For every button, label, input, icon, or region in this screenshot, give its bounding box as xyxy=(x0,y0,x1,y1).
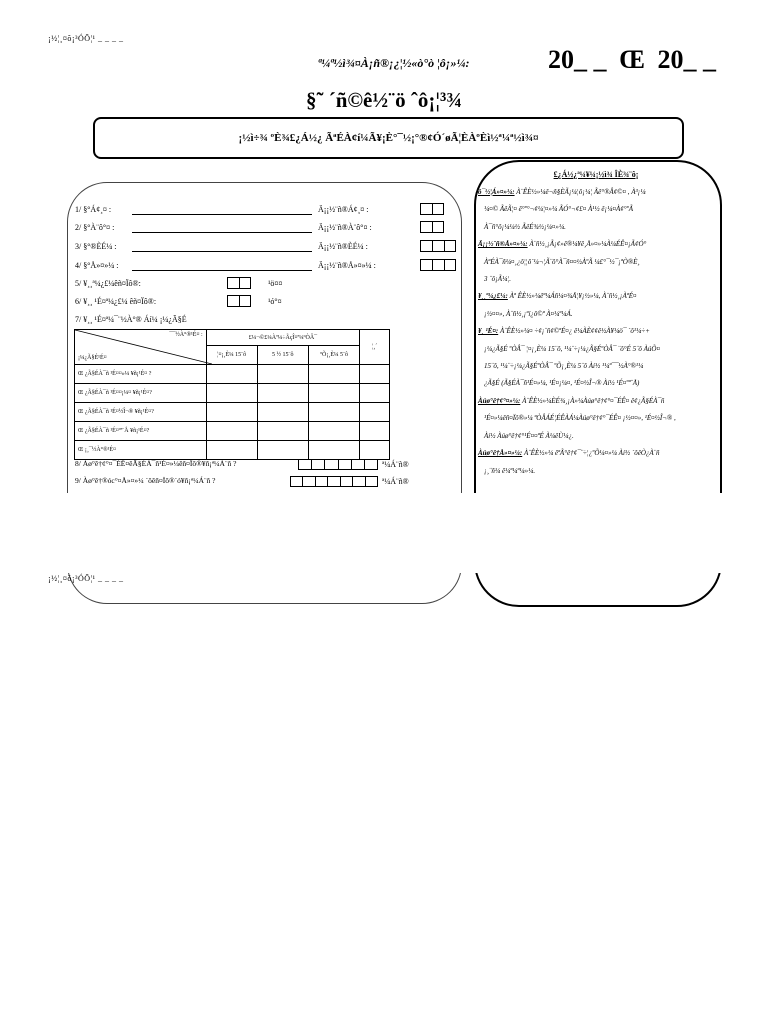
table-col-header: ºÕ¡¸È¼ 5¨ô xyxy=(308,346,359,365)
code-box-3[interactable] xyxy=(420,240,456,252)
table-cell[interactable] xyxy=(206,403,257,422)
digit-box-divider xyxy=(302,476,303,487)
count-box-divider xyxy=(239,295,240,307)
field-label-9: 9/ Àø°ê†®óc°¤Å»¤»¼ ´ôêñ¤Ïô®´ó¥ñ¡ª¼Á¨ñ ? xyxy=(75,476,216,485)
table-cell[interactable] xyxy=(360,422,390,441)
note-line: 3 ¨ô¡Ã¼¦. xyxy=(484,275,512,284)
digit-box-divider xyxy=(324,459,325,470)
note-term: ¥¸¸ª¼¿£¼: xyxy=(478,292,508,301)
year-end: 20_ _ xyxy=(657,45,716,74)
digit-box-divider xyxy=(338,459,339,470)
table-cell[interactable] xyxy=(360,384,390,403)
unit-label-6: ¹ó°¤ xyxy=(268,297,282,306)
year-range xyxy=(548,45,716,75)
table-cell[interactable] xyxy=(206,422,257,441)
table-row xyxy=(75,384,390,403)
notes-heading: £¿Á½¿ª¼¥¼¡½ì¾ ÎÈ¾¨ô¡ xyxy=(553,170,639,179)
field-label-3: 3/ §°®ÈÉ¼ : xyxy=(75,242,117,251)
field-label-5: 5/ ¥¸¸ª¼¿£¼êñ¤Ïô®: xyxy=(75,279,141,288)
unit-label-5: ¹ö¤¤ xyxy=(268,279,283,288)
field-line-1[interactable] xyxy=(132,214,312,215)
table-cell[interactable] xyxy=(308,365,359,384)
note-line: ¹É¤»¼êñ¤Ïô®»¼ ªÒÂÁÉ¦ÉÊÀÁ¼Àúø°ê†¢°¯ÉÊ¤ ¡½¤¤», ¹É¤½Î¬® , xyxy=(484,414,676,423)
note-line: Àí½ Àúø°ê†¢°¹É¤¤ªÉ À¼êÙ¼¿. xyxy=(484,431,574,440)
code-box-divider xyxy=(432,259,433,271)
code-box-divider xyxy=(432,240,433,252)
digit-box-divider xyxy=(352,476,353,487)
table-row xyxy=(75,441,390,460)
table-row-label: Œ ¿Ã§ÉÀ¯ñ ¹É¤¤¡¼¤ ¥ñ¡¹É¤? xyxy=(75,384,207,403)
note-line: À¯ñ°ô¡¼¼½ ÃêÉ¾½¡¼¤»¼. xyxy=(484,222,566,231)
digit-box-divider xyxy=(340,476,341,487)
note-term: ¥¸ ¹É¤: xyxy=(478,327,499,336)
note-line: ÀªÉÀ¯ñ¼¤¸¿ô¦¦ô´¼¬¦Ã¨ô°À¯ñ¤¤½ÀºÃ ¼£°¯½¯¡ªÒ®È¸ xyxy=(484,257,640,266)
table-cell[interactable] xyxy=(257,441,308,460)
table-row-label: Œ ¿Ã§ÉÀ¯ñ ¹É¤¤»¼ ¥ñ¡¹É¤ ? xyxy=(75,365,207,384)
field-line-2[interactable] xyxy=(132,232,312,233)
table-cell[interactable] xyxy=(360,403,390,422)
field-line-3[interactable] xyxy=(132,251,312,252)
note-line: ô¯½¦Á»¤»¼: À¨ÊÈ½»¼ê¬ñ§ÈÃ¡¼¦ô¡¼¦ Ãê°®Â¢©¤ , À³¡¼ xyxy=(478,188,646,196)
table-row xyxy=(75,403,390,422)
table-row xyxy=(75,365,390,384)
table-col-header: ¦¤¡¸È¼ 15¨ô xyxy=(206,346,257,365)
table-cell[interactable] xyxy=(360,441,390,460)
notes-gap xyxy=(470,493,722,573)
code-label-3: Ä¡¡½¨ñ®ÈÉ¼ : xyxy=(318,242,368,251)
note-line: ¡¸¨ñ¼ ê¼ª¼ª¼»¼. xyxy=(484,466,536,475)
table-col-header: 5 ½ 15¨ô xyxy=(257,346,308,365)
note-line: ¿Ã§É (Ã§ÉÀ¯ñ¹É¤»¼, ¹É¤¡¼¤, ¹É¤½Î¬® Àí½ ¹É¤ºª¨Å) xyxy=(484,379,640,388)
note-term: Ä¡¡½¨ñ®Å»¤»¼: xyxy=(478,240,528,249)
table-corner-top: ¯¯½À°®¹É¤ : xyxy=(169,332,203,338)
field-label-2: 2/ §°À¨ô°¤ : xyxy=(75,223,115,232)
banner-text: ¡½ì÷¾ ºÈ¾£¿Á½¿ ÃªÉÀ¢í¼Ã¥¡È°¯½¡°®¢Ó´øÃ¦ÈÀºÈì½ª¼ª½ì¾¤ xyxy=(238,132,539,144)
note-term: Àúø°ê†Å»¤»¼: xyxy=(478,449,523,458)
table-cell[interactable] xyxy=(257,365,308,384)
notes-body xyxy=(476,184,714,480)
table-cell[interactable] xyxy=(257,403,308,422)
field-label-1: 1/ §°Á¢¸¤ : xyxy=(75,205,112,214)
table-cell[interactable] xyxy=(206,441,257,460)
table-cell[interactable] xyxy=(206,365,257,384)
code-label-1: Ä¡¡½¨ñ®Á¢¸¤ : xyxy=(318,205,369,214)
table-row xyxy=(75,422,390,441)
year-start: 20_ _ xyxy=(548,45,607,74)
field-label-4: 4/ §°Å»¤»¼ : xyxy=(75,261,119,270)
form-code-top: ¡½¦¸¤õ¡³ÓÕ¦¹ _ _ _ _ xyxy=(48,34,124,43)
note-term: ô¯½¦Á»¤»¼: xyxy=(478,188,515,196)
field-label-8: 8/ Àø°ê†¢°¤¯ÉÊ¤êÃ§ÉÀ¯ñ¹É¤»¼êñ¤Ïô®¥ñ¡ª¼Á¨ñ ? xyxy=(75,459,237,468)
table-cell[interactable] xyxy=(308,422,359,441)
field-line-4[interactable] xyxy=(132,270,312,271)
note-line: Àúø°ê†¢°¤»¼: À¨ÊÈ½»¼ÈÉ¾¸¡À»¼Àúø°ê†¢°¤¯ÉÊ¤ ê¢¿Ã§ÉÀ¯ñ xyxy=(478,396,665,405)
note-line: ¡¼¿Ã§É ºÒÂ¯ ¦¤¡¸È¼ 15¨ô, ¹¼¨÷¡¼¿Ã§ÉºÒÂ¯ ¨ô°É 5¨ô ÀúÕ¤ xyxy=(484,344,660,353)
section-banner xyxy=(93,117,684,159)
note-line: ¥¸ ¹É¤: À¨ÊÈ½»¼¤ ÷¢¡¨ñ¢©ªÉ¤¿ ê¼ÀÈ¢¢ê½À¥¼ö¯ ´ô¹¼÷+ xyxy=(478,327,650,336)
table-cell[interactable] xyxy=(308,403,359,422)
note-line: ¡½¤¤», À¨ñ½¸¡ªí¿ô©ª À¤¼ª¼Á. xyxy=(484,309,573,318)
page-title: §˜ ´ñ©ê½¨ö ˆô¡¦³¾ xyxy=(305,88,463,112)
code-box-divider xyxy=(444,240,445,252)
header-caption: ª¼ª½ì¾¤À¡ñ®¡¿¦½«ò°ò ¦ô¡»¼: xyxy=(318,56,470,70)
field-label-6: 6/ ¥¸¸ ¹É¤ª¼¿£¼ êñ¤Ïô®: xyxy=(75,297,157,306)
table-cell[interactable] xyxy=(206,384,257,403)
note-line: Àúø°ê†Å»¤»¼: À¨ÊÈ½»¼ êªÃ°ê†¢¯¨÷¦¿ºÕ¼¤»¼ Àí½ ´ôêÒ¿À¨ñ xyxy=(478,449,660,458)
table-corner-cell xyxy=(75,330,207,365)
table-group-header: £¼¬©£¼Àª¼÷ÃçÎ¤ª¼ºÒÂ¯ xyxy=(206,330,360,346)
table-cell[interactable] xyxy=(360,365,390,384)
count-box-divider xyxy=(239,277,240,289)
table-total-header: ¦¸´ xyxy=(360,330,390,365)
unit-label-9: ª¼Á¨ñ® xyxy=(382,477,409,486)
code-label-4: Ä¡¡½¨ñ®Å»¤»¼ : xyxy=(318,261,376,270)
year-separator: Œ xyxy=(619,45,645,74)
note-term: Àúø°ê†¢°¤»¼: xyxy=(478,396,521,405)
unit-label-8: ª¼Á¨ñ® xyxy=(382,460,409,469)
table-row-label: Œ ¿Ã§ÉÀ¯ñ ¹É¤½Î¬® ¥ñ¡¹É¤? xyxy=(75,403,207,422)
digit-box-divider xyxy=(311,459,312,470)
form-code-bottom: ¡½¦¸¤õ¡³ÓÕ¦¹ _ _ _ _ xyxy=(48,574,124,583)
digit-box-divider xyxy=(364,459,365,470)
digit-box-divider xyxy=(315,476,316,487)
field-label-7: 7/ ¥¸¸ ¹É¤ª¼¯¨½À°® Áí¼ ¡¼¿Ã§É xyxy=(75,315,187,324)
table-row-label: Œ ¿Ã§ÉÀ¯ñ ¹É¤ºª¨Å ¥ñ¡¹É¤? xyxy=(75,422,207,441)
code-label-2: Ä¡¡½¨ñ®À¨ô°¤ : xyxy=(318,223,372,232)
code-box-divider xyxy=(444,259,445,271)
note-line: ¼¤© ÃêÃ¦¤ ê°º°¬¢¼¦¤»¼ ÃÓ°¬¢£¤ À¹½ ê¡¼¤À¢°ºÃ xyxy=(484,205,634,214)
code-box-divider xyxy=(432,221,433,233)
digit-box-divider xyxy=(365,476,366,487)
note-line: Ä¡¡½¨ñ®Å»¤»¼: À¨ñ½¸¡Ã¡¢»ê®¼¥ê¸Å»¤»¼À¼ÉÊ¤¡Ã¢Ó° xyxy=(478,240,647,249)
table-cell[interactable] xyxy=(257,384,308,403)
note-line: ¥¸¸ª¼¿£¼: Àª ÊÈ½»¼êª¼Áñ¼¤¾Ä¦¥¡½»¼, À¨ñ½¸¡ÀªÉ¤ xyxy=(478,292,637,301)
note-line: 15¨ô, ¹¼¨÷¡¼¿Ã§ÉºÒÂ¯ ºÕ¡¸È¼ 5¨ô Àí½ ¹¼ª¯¯½À°®¹¼ xyxy=(484,362,644,371)
code-box-4[interactable] xyxy=(420,259,456,271)
table-cell[interactable] xyxy=(257,422,308,441)
table-corner-bottom: ¡¼¿Ã§É¹É¤ xyxy=(78,355,107,361)
table-cell[interactable] xyxy=(308,384,359,403)
digit-box-divider xyxy=(351,459,352,470)
table-cell[interactable] xyxy=(308,441,359,460)
table-row-label: Œ ¡¸¯½À°®¹É¤ xyxy=(75,441,207,460)
student-table xyxy=(74,329,390,460)
digit-box-divider xyxy=(327,476,328,487)
code-box-divider xyxy=(432,203,433,215)
